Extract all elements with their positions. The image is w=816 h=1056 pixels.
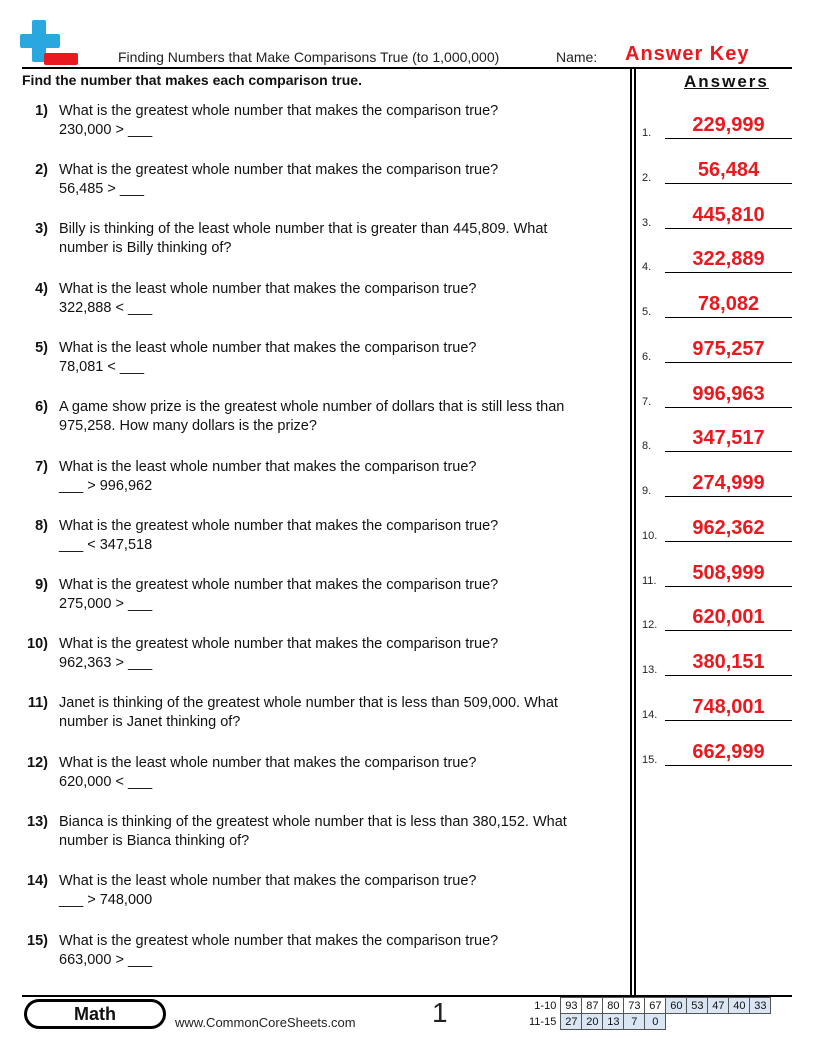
- answer-number: 5.: [642, 306, 652, 318]
- question-line: 78,081 < ___: [59, 359, 145, 375]
- answer-value: 380,151: [692, 651, 765, 673]
- question-number: 14): [27, 873, 48, 889]
- score-cell-empty: [666, 1014, 687, 1030]
- website-url: www.CommonCoreSheets.com: [175, 1015, 356, 1030]
- question-number: 1): [35, 103, 48, 119]
- question-text: [59, 576, 629, 614]
- answer-line: [665, 272, 792, 273]
- answer-value: 347,517: [692, 427, 765, 450]
- question-prompt: What is the greatest whole number that makes the comparison true?: [59, 518, 499, 534]
- column-divider: [634, 67, 636, 997]
- answer-row: [642, 154, 794, 184]
- answer-row: [642, 557, 794, 587]
- question-prompt: What is the least whole number that makes the comparison true?: [59, 459, 477, 475]
- answer-line: [665, 228, 792, 229]
- answer-row: [642, 333, 794, 363]
- header-divider: [22, 67, 792, 69]
- answer-value: 996,963: [692, 382, 765, 405]
- answer-number: 10.: [642, 529, 658, 542]
- question-number: 12): [27, 755, 48, 771]
- question-text: [59, 280, 629, 318]
- answer-row: [642, 243, 794, 273]
- answer-row: [642, 736, 794, 766]
- question-line: ___ > 996,962: [59, 478, 153, 494]
- answer-line: [665, 586, 792, 587]
- answer-line: [665, 541, 792, 542]
- question-number: 7): [35, 459, 48, 475]
- question-number: 15): [27, 933, 48, 949]
- question-number: 3): [35, 221, 48, 237]
- answer-number: 4.: [642, 261, 652, 274]
- score-row: [526, 1014, 771, 1030]
- answer-line: [665, 720, 792, 721]
- answer-line: [665, 630, 792, 631]
- answer-row: [642, 109, 794, 139]
- question-line: 663,000 > ___: [59, 952, 153, 968]
- question-text: [59, 398, 629, 436]
- question-text: [59, 813, 629, 851]
- column-divider: [630, 67, 632, 997]
- question-text: [59, 220, 629, 258]
- score-cell: 27: [561, 1014, 582, 1030]
- answer-line: [665, 183, 792, 184]
- answer-row: [642, 288, 794, 318]
- subject-badge: [24, 999, 166, 1029]
- question-line: 620,000 < ___: [59, 774, 153, 790]
- question-text: [59, 694, 629, 732]
- answer-value: 620,001: [692, 606, 765, 629]
- question-text: [59, 872, 629, 910]
- answer-line: [665, 451, 792, 452]
- question-prompt: A game show prize is the greatest whole number of dollars that is still less than: [59, 399, 565, 415]
- score-cell-empty: [750, 1014, 771, 1030]
- answer-value: 975,257: [692, 337, 765, 360]
- score-cell: 40: [729, 998, 750, 1014]
- subject-label: Math: [27, 1002, 163, 1026]
- answer-value: 56,484: [697, 158, 760, 181]
- answer-number: 3.: [642, 216, 652, 229]
- question-number: 2): [35, 162, 48, 178]
- answer-value: 78,082: [697, 293, 760, 315]
- question-prompt: What is the greatest whole number that makes the comparison true?: [59, 636, 499, 652]
- answer-value: 508,999: [692, 561, 765, 584]
- question-line: 230,000 > ___: [59, 122, 153, 138]
- answer-row: [642, 422, 794, 452]
- answer-number: 14.: [642, 708, 658, 721]
- worksheet-title: Finding Numbers that Make Comparisons True (to 1,000,000): [118, 49, 500, 65]
- instructions: Find the number that makes each comparison true.: [22, 72, 362, 88]
- score-range: 11-15: [529, 1015, 557, 1028]
- answer-line: [665, 407, 792, 408]
- question-number: 5): [35, 340, 48, 356]
- score-table: [526, 997, 771, 1030]
- answer-line: [665, 675, 792, 676]
- answer-line: [665, 138, 792, 139]
- answer-number: 6.: [642, 350, 652, 363]
- answer-value: 445,810: [692, 203, 765, 226]
- answer-number: 9.: [642, 485, 652, 497]
- answer-row: [642, 601, 794, 631]
- score-cell: 53: [687, 998, 708, 1014]
- answer-line: [665, 317, 792, 318]
- page-number: 1: [432, 997, 448, 1028]
- answer-key-label: Answer Key: [625, 43, 750, 65]
- question-line: ___ < 347,518: [59, 537, 153, 553]
- score-cell: 33: [750, 998, 771, 1014]
- score-cell: 13: [603, 1014, 624, 1030]
- answer-number: 1.: [642, 127, 652, 139]
- question-line: 962,363 > ___: [59, 655, 153, 671]
- question-text: [59, 102, 629, 140]
- question-line: 322,888 < ___: [59, 300, 153, 316]
- answer-value: 962,362: [692, 516, 765, 539]
- question-line: ___ > 748,000: [59, 892, 153, 908]
- answer-row: [642, 691, 794, 721]
- score-cell: 93: [561, 998, 582, 1014]
- question-number: 6): [35, 399, 48, 415]
- answer-line: [665, 362, 792, 363]
- question-prompt: What is the greatest whole number that makes the comparison true?: [59, 933, 499, 949]
- question-text: [59, 339, 629, 377]
- answer-number: 8.: [642, 440, 652, 453]
- question-prompt: What is the greatest whole number that makes the comparison true?: [59, 577, 499, 593]
- question-line: number is Bianca thinking of?: [59, 833, 250, 849]
- question-line: number is Janet thinking of?: [59, 714, 241, 730]
- answer-value: 274,999: [692, 472, 765, 494]
- question-prompt: Billy is thinking of the least whole number that is greater than 445,809. What: [59, 221, 548, 237]
- question-text: [59, 161, 629, 199]
- score-range: 1-10: [534, 999, 557, 1012]
- answer-row: [642, 378, 794, 408]
- answer-number: 12.: [642, 619, 658, 632]
- question-number: 10): [27, 636, 48, 652]
- answer-row: [642, 467, 794, 497]
- question-prompt: What is the greatest whole number that makes the comparison true?: [59, 162, 499, 178]
- score-cell: 80: [603, 998, 624, 1014]
- answer-row: [642, 512, 794, 542]
- score-cell: 67: [645, 998, 666, 1014]
- answer-value: 662,999: [692, 740, 765, 763]
- question-text: [59, 635, 629, 673]
- question-prompt: Bianca is thinking of the greatest whole number that is less than 380,152. What: [59, 814, 567, 830]
- logo-plus-minus-icon: [20, 20, 80, 68]
- question-prompt: What is the least whole number that makes the comparison true?: [59, 873, 477, 889]
- score-cell-empty: [729, 1014, 750, 1030]
- question-prompt: Janet is thinking of the greatest whole number that is less than 509,000. What: [59, 695, 558, 711]
- question-prompt: What is the greatest whole number that makes the comparison true?: [59, 103, 499, 119]
- answer-row: [642, 646, 794, 676]
- answer-value: 748,001: [692, 695, 765, 718]
- question-text: [59, 932, 629, 970]
- answer-number: 15.: [642, 753, 658, 766]
- score-row: [526, 998, 771, 1014]
- score-cell: 20: [582, 1014, 603, 1030]
- question-number: 9): [35, 577, 48, 593]
- answer-row: [642, 199, 794, 229]
- name-label: Name:: [556, 49, 598, 65]
- answer-number: 2.: [642, 171, 652, 184]
- score-cell-empty: [708, 1014, 729, 1030]
- question-number: 4): [35, 281, 48, 297]
- score-cell: 47: [708, 998, 729, 1014]
- score-cell-empty: [687, 1014, 708, 1030]
- score-cell: 87: [582, 998, 603, 1014]
- answer-line: [665, 765, 792, 766]
- question-number: 13): [27, 814, 48, 830]
- question-prompt: What is the least whole number that makes the comparison true?: [59, 340, 477, 356]
- question-text: [59, 517, 629, 555]
- answer-value: 229,999: [692, 114, 765, 136]
- score-cell: 0: [645, 1014, 666, 1030]
- question-line: 275,000 > ___: [59, 596, 153, 612]
- score-cell: 73: [624, 998, 645, 1014]
- question-number: 11): [27, 695, 48, 711]
- question-line: 56,485 > ___: [59, 181, 145, 197]
- answer-line: [665, 496, 792, 497]
- answer-number: 13.: [642, 664, 658, 676]
- question-line: number is Billy thinking of?: [59, 240, 232, 256]
- question-line: 975,258. How many dollars is the prize?: [59, 418, 317, 434]
- score-cell: 7: [624, 1014, 645, 1030]
- answer-number: 7.: [642, 395, 652, 408]
- question-text: [59, 754, 629, 792]
- question-prompt: What is the least whole number that makes the comparison true?: [59, 281, 477, 297]
- answer-number: 11.: [642, 574, 657, 587]
- question-prompt: What is the least whole number that makes the comparison true?: [59, 755, 477, 771]
- score-cell: 60: [666, 998, 687, 1014]
- question-text: [59, 458, 629, 496]
- question-number: 8): [35, 518, 48, 534]
- answers-heading: Answers: [684, 72, 769, 91]
- answer-value: 322,889: [692, 248, 765, 271]
